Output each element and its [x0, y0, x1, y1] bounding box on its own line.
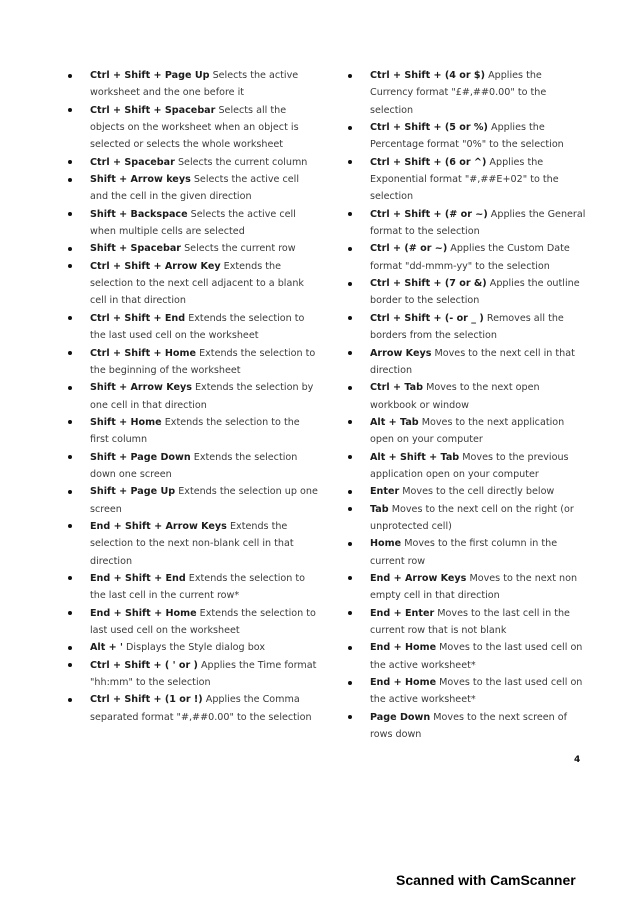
shortcut-keys: End + Home [370, 642, 437, 654]
shortcut-item [348, 535, 588, 570]
shortcut-item [348, 310, 588, 345]
shortcut-item [348, 379, 588, 414]
shortcut-item [348, 119, 588, 154]
shortcut-description: Extends the selection by one cell in that direction [90, 382, 314, 411]
shortcut-description: Moves to the next open workbook or window [370, 382, 540, 411]
shortcut-description: Extends the selection down one screen [90, 451, 298, 480]
shortcut-description: Applies the Custom Date format "dd-mmm-yy" to the selection [370, 243, 570, 272]
shortcut-keys: Alt + Tab [370, 416, 419, 428]
shortcut-keys: Shift + Spacebar [90, 243, 182, 255]
shortcut-keys: Ctrl + Shift + (4 or $) [370, 70, 485, 81]
shortcut-item [348, 414, 588, 449]
shortcut-item [68, 345, 318, 380]
shortcut-description: Applies the Percentage format "0%" to the selection [370, 122, 564, 151]
shortcut-description: Displays the Style dialog box [126, 642, 266, 654]
shortcut-keys: Tab [370, 503, 389, 515]
shortcut-description: Applies the Time format "hh:mm" to the selection [90, 659, 317, 689]
shortcut-keys: End + Enter [370, 607, 435, 619]
shortcut-description: Extends the selection to the next cell adjacent to a blank cell in that direction [90, 260, 304, 307]
shortcut-description: Removes all the borders from the selection [370, 312, 564, 342]
shortcut-keys: Ctrl + Shift + (- or _ ) [370, 312, 484, 324]
shortcut-item [348, 639, 588, 674]
right-column [348, 67, 588, 743]
shortcut-description: Applies the Comma separated format "#,##0.00" to the selection [90, 694, 312, 723]
shortcut-keys: End + Arrow Keys [370, 572, 467, 584]
shortcut-keys: Ctrl + Shift + ( ' or ) [90, 659, 198, 671]
shortcut-keys: Ctrl + (# or ~) [370, 243, 448, 255]
shortcut-keys: End + Shift + End [90, 572, 186, 584]
shortcut-keys: Arrow Keys [370, 347, 432, 359]
shortcut-description: Selects all the objects on the worksheet when an object is selected or selects the whole worksheet [90, 104, 299, 151]
shortcut-description: Moves to the next cell in that direction [370, 347, 575, 376]
shortcut-description: Applies the Exponential format "#,##E+02" to the selection [370, 156, 559, 203]
shortcut-keys: Shift + Page Down [90, 451, 191, 463]
shortcut-item [348, 67, 588, 119]
shortcut-item [68, 449, 318, 484]
shortcut-description: Selects the active cell and the cell in the given direction [90, 174, 300, 203]
shortcut-description: Moves to the first column in the current row [370, 538, 558, 567]
shortcut-item [68, 206, 318, 241]
shortcut-item [348, 674, 588, 709]
shortcut-description: Moves to the next cell on the right (or unprotected cell) [370, 503, 574, 532]
page-number: 4 [574, 755, 581, 765]
shortcut-description: Moves to the next screen of rows down [370, 711, 568, 741]
shortcut-item [68, 657, 318, 692]
shortcut-item [68, 102, 318, 154]
shortcut-description: Selects the active cell when multiple cells are selected [90, 208, 296, 238]
shortcut-item [68, 483, 318, 518]
shortcut-description: Extends the selection to last used cell on the worksheet [90, 607, 316, 636]
shortcut-description: Moves to the previous application open on your computer [370, 451, 569, 480]
shortcut-keys: Ctrl + Shift + Spacebar [90, 104, 216, 116]
shortcut-list-left [68, 67, 318, 726]
shortcut-item [68, 518, 318, 570]
shortcut-item [348, 570, 588, 605]
shortcut-item [68, 379, 318, 414]
shortcut-description: Extends the selection to the last cell in the current row* [90, 572, 306, 602]
shortcut-item [68, 154, 318, 171]
shortcut-item [348, 240, 588, 275]
shortcut-description: Selects the active worksheet and the one before it [90, 70, 299, 99]
shortcut-description: Moves to the next application open on your computer [370, 416, 565, 446]
shortcut-description: Applies the outline border to the selection [370, 278, 580, 307]
shortcut-description: Selects the current row [184, 243, 296, 255]
shortcut-description: Applies the Currency format "£#,##0.00" to the selection [370, 70, 547, 116]
shortcut-item [68, 639, 318, 656]
shortcut-keys: Ctrl + Spacebar [90, 156, 175, 168]
shortcut-description: Extends the selection to the last used cell on the worksheet [90, 312, 305, 342]
shortcut-item [68, 67, 318, 102]
shortcut-description: Moves to the next non empty cell in that direction [370, 572, 578, 602]
left-column [68, 67, 318, 726]
shortcut-item [348, 483, 588, 500]
shortcut-description: Extends the selection up one screen [90, 486, 318, 515]
shortcut-description: Selects the current column [177, 156, 308, 168]
shortcut-item [68, 691, 318, 726]
shortcut-item [68, 310, 318, 345]
shortcut-description: Extends the selection to the first column [90, 416, 300, 446]
shortcut-item [68, 258, 318, 310]
scanner-watermark: Scanned with CamScanner [396, 872, 576, 888]
shortcut-description: Moves to the last cell in the current row that is not blank [370, 607, 570, 636]
shortcut-keys: Page Down [370, 711, 431, 723]
shortcut-keys: Alt + ' [90, 642, 123, 654]
shortcut-item [68, 171, 318, 206]
shortcut-description: Moves to the last used cell on the active worksheet* [370, 642, 583, 671]
shortcut-keys: Ctrl + Shift + Page Up [90, 70, 210, 81]
shortcut-keys: Ctrl + Shift + (1 or !) [90, 694, 203, 706]
shortcut-keys: Shift + Arrow Keys [90, 382, 192, 394]
shortcut-item [348, 605, 588, 640]
shortcut-item [68, 570, 318, 605]
shortcut-item [348, 345, 588, 380]
shortcut-keys: End + Shift + Home [90, 607, 197, 619]
shortcut-keys: End + Home [370, 677, 437, 689]
shortcut-keys: Enter [370, 486, 400, 498]
shortcut-description: Extends the selection to the next non-blank cell in that direction [90, 520, 294, 567]
shortcut-keys: Ctrl + Shift + Home [90, 347, 196, 359]
shortcut-item [348, 275, 588, 310]
shortcut-item [68, 240, 318, 257]
shortcut-keys: End + Shift + Arrow Keys [90, 520, 227, 532]
shortcut-description: Moves to the last used cell on the active worksheet* [370, 677, 583, 706]
shortcut-keys: Ctrl + Tab [370, 382, 424, 394]
shortcut-list-right [348, 67, 588, 743]
shortcut-item [68, 414, 318, 449]
shortcut-item [348, 501, 588, 536]
shortcut-keys: Ctrl + Shift + (# or ~) [370, 208, 488, 220]
shortcut-keys: Shift + Arrow keys [90, 174, 191, 186]
shortcut-keys: Ctrl + Shift + (5 or %) [370, 122, 488, 134]
shortcut-description: Moves to the cell directly below [402, 486, 555, 498]
shortcut-keys: Home [370, 538, 402, 550]
shortcut-description: Applies the General format to the selection [370, 208, 586, 238]
shortcut-keys: Ctrl + Shift + Arrow Key [90, 260, 221, 272]
shortcut-description: Extends the selection to the beginning of the worksheet [90, 347, 316, 376]
shortcut-item [348, 154, 588, 206]
shortcut-keys: Ctrl + Shift + (7 or &) [370, 278, 487, 290]
shortcut-item [348, 709, 588, 744]
shortcut-keys: Shift + Home [90, 416, 162, 428]
shortcut-item [348, 449, 588, 484]
shortcut-keys: Ctrl + Shift + (6 or ^) [370, 156, 487, 168]
shortcut-keys: Shift + Page Up [90, 486, 176, 498]
shortcut-item [68, 605, 318, 640]
shortcut-keys: Alt + Shift + Tab [370, 451, 460, 463]
shortcut-keys: Ctrl + Shift + End [90, 312, 186, 324]
shortcut-item [348, 206, 588, 241]
shortcut-keys: Shift + Backspace [90, 208, 188, 220]
